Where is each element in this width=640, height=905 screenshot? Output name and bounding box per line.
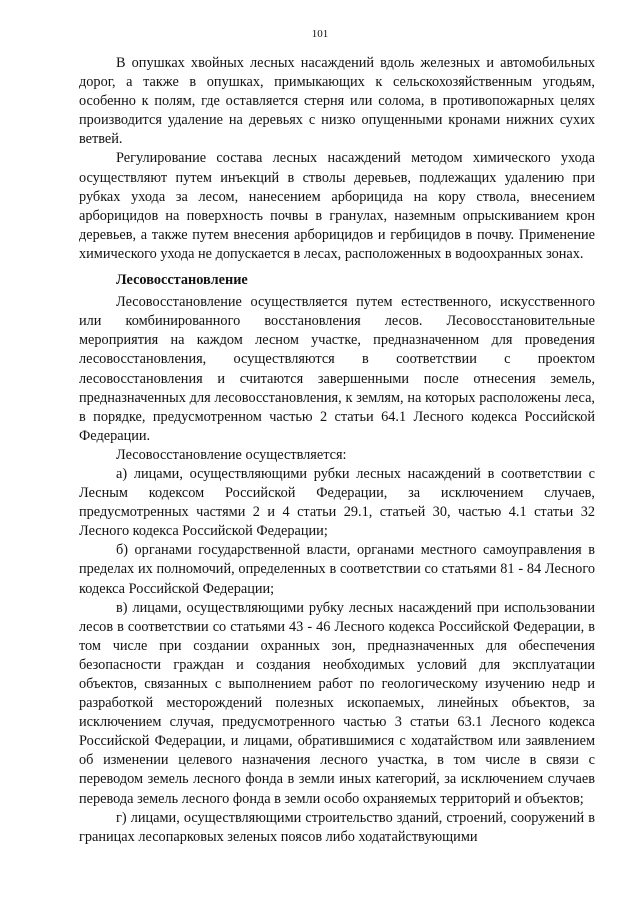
page-body: [79, 54, 595, 847]
list-item-g: г) лицами, осуществляющими строительство зданий, строений, сооружений в границах лесопарковых зеленых поясов либо ходатайствующими: [79, 809, 595, 845]
list-item-a: а) лицами, осуществляющими рубки лесных насаждений в соответствии с Лесным кодексом Российской Федерации, за исключением случаев, предусмотренных частями 2 и 4 статьи 29.1, статьей 30, частью 4.1 статьи 32 Лесного кодекса Российской Федерации;: [79, 465, 595, 540]
list-item-v: в) лицами, осуществляющими рубку лесных насаждений при использовании лесов в соответствии со статьями 43 - 46 Лесного кодекса Российской Федерации, в том числе при создании охранных зон, предназначенных для обеспечения безопасности граждан и создания необходимых условий для эксплуатации объектов, связанных с выполнением работ по геологическому изучению недр и разработкой месторождений полезных ископаемых, линейных объектов, за исключением случая, предусмотренного частью 3 статьи 63.1 Лесного кодекса Российской Федерации, и лицами, обратившимися с ходатайством или заявлением об изменении целевого назначения лесного участка, в том числе в связи с переводом земель лесного фонда в земли иных категорий, за исключением случаев перевода земель лесного фонда в земли особо охраняемых территорий и объектов;: [79, 599, 595, 807]
section-heading: Лесовосстановление: [116, 272, 248, 289]
list-item-b: б) органами государственной власти, органами местного самоуправления в пределах их полномочий, определенных в соответствии со статьями 81 - 84 Лесного кодекса Российской Федерации;: [79, 542, 595, 597]
paragraph: В опушках хвойных лесных насаждений вдоль железных и автомобильных дорог, а также в опушках, примыкающих к сельскохозяйственным угодьям, особенно к полям, где оставляется стерня или солома, в противопожарных целях производится удаление на деревьях с низко опущенными кронами нижних сухих ветвей.: [79, 55, 595, 148]
paragraph: Регулирование состава лесных насаждений методом химического ухода осуществляют путем инъекций в стволы деревьев, подлежащих удалению при рубках ухода за лесом, нанесением арборицида на кору ствола, внесением арборицидов на поверхность почвы в гранулах, наземным опрыскиванием крон деревьев, а также путем внесения арборицидов и гербицидов в почву. Применение химического ухода не допускается в лесах, расположенных в водоохранных зонах.: [79, 150, 595, 262]
page-number: 101: [311, 28, 329, 40]
paragraph: Лесовосстановление осуществляется:: [116, 446, 347, 463]
paragraph: Лесовосстановление осуществляется путем естественного, искусственного или комбинированного восстановления лесов. Лесовосстановительные мероприятия на каждом лесном участке, предназначенном для проведения лесовосстановления, осуществляются в соответствии с проектом лесовосстановления и считаются завершенными после отнесения земель, предназначенных для лесовосстановления, к землям, на которых расположены леса, в порядке, предусмотренном частью 2 статьи 64.1 Лесного кодекса Российской Федерации.: [79, 294, 595, 444]
